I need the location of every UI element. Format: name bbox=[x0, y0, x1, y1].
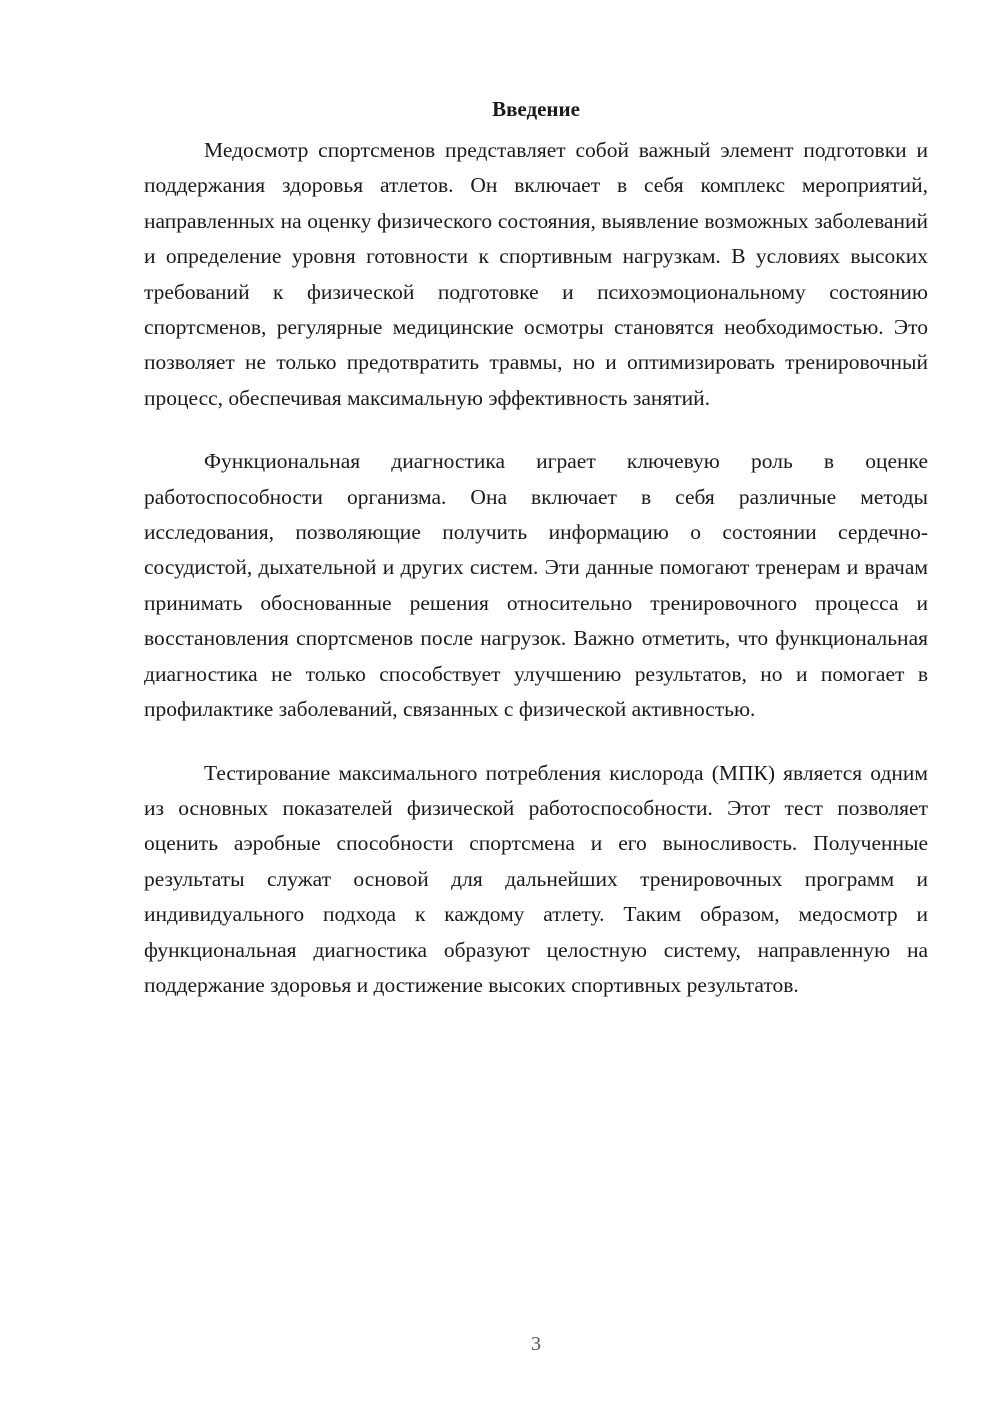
document-page bbox=[144, 92, 928, 1031]
section-title: Введение bbox=[492, 97, 580, 121]
paragraph-2: Функциональная диагностика играет ключевую роль в оценке работоспособности организма. Она включает в себя различные методы исследования, позволяющие получить информацию о состоянии сердечно-сосудистой, дыхательной и других систем. Эти данные помогают тренерам и врачам принимать обоснованные решения относительно тренировочного процесса и восстановления спортсменов после нагрузок. Важно отметить, что функциональная диагностика не только способствует улучшению результатов, но и помогает в профилактике заболеваний, связанных с физической активностью. bbox=[144, 449, 928, 722]
page-number: 3 bbox=[531, 1333, 541, 1355]
paragraph-1: Медосмотр спортсменов представляет собой важный элемент подготовки и поддержания здоровья атлетов. Он включает в себя комплекс мероприятий, направленных на оценку физического состояния, выявление возможных заболеваний и определение уровня готовности к спортивным нагрузкам. В условиях высоких требований к физической подготовке и психоэмоциональному состоянию спортсменов, регулярные медицинские осмотры становятся необходимостью. Это позволяет не только предотвратить травмы, но и оптимизировать тренировочный процесс, обеспечивая максимальную эффективность занятий. bbox=[144, 138, 928, 410]
paragraph-3: Тестирование максимального потребления кислорода (МПК) является одним из основных показателей физической работоспособности. Этот тест позволяет оценить аэробные способности спортсмена и его выносливость. Полученные результаты служат основой для дальнейших тренировочных программ и индивидуального подхода к каждому атлету. Таким образом, медосмотр и функциональная диагностика образуют целостную систему, направленную на поддержание здоровья и достижение высоких спортивных результатов. bbox=[144, 760, 928, 997]
